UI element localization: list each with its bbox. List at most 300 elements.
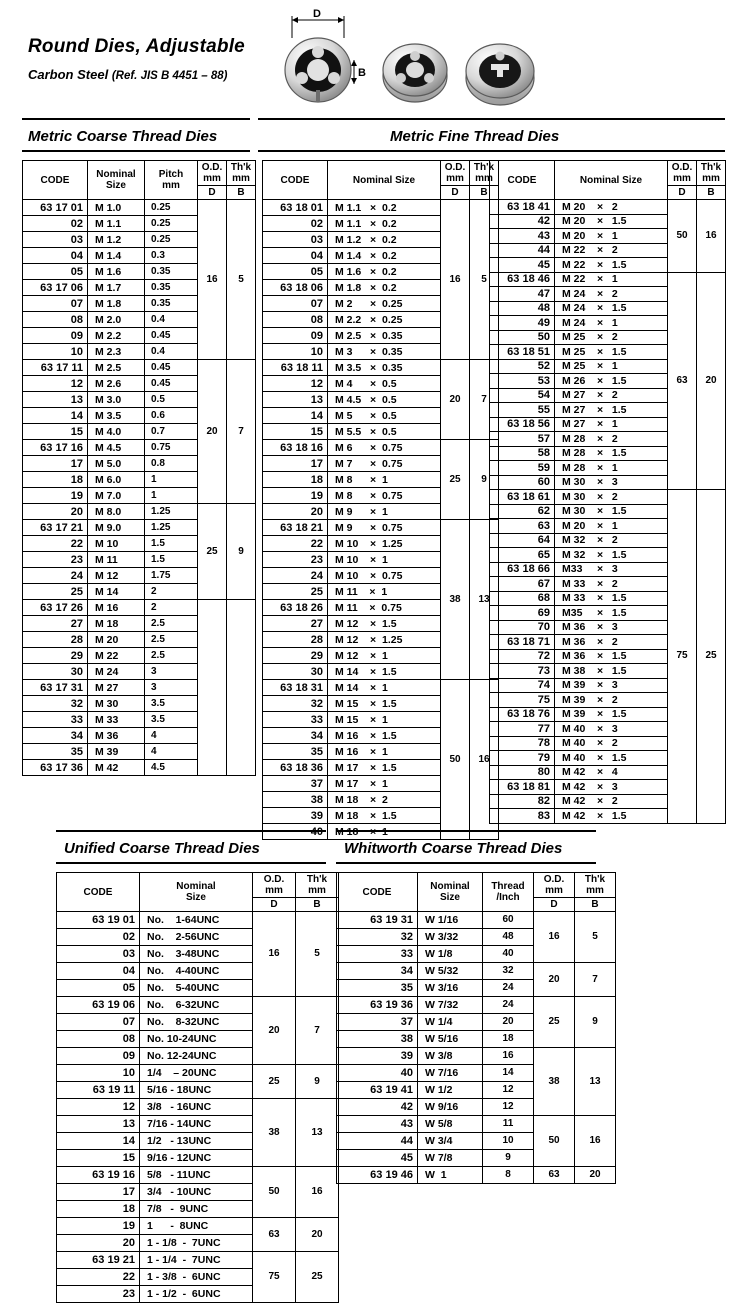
cell-nominal-size: W 1/8: [418, 946, 483, 963]
header-d: D: [668, 186, 697, 200]
cell-pitch: 0.35: [145, 264, 198, 280]
table-row[interactable]: [337, 1167, 616, 1184]
cell-code: 23: [23, 552, 88, 568]
cell-thk: 9: [470, 440, 499, 520]
cell-code: 18: [263, 472, 328, 488]
cell-nominal-size: M 4.5: [88, 440, 145, 456]
cell-nominal-size: 5/16 - 18UNC: [140, 1082, 253, 1099]
cell-nominal-size: M 38 × 1.5: [555, 664, 668, 679]
cell-code: 63 19 31: [337, 912, 418, 929]
rule-metric-fine-bottom: [258, 150, 725, 152]
cell-thread: 16: [483, 1048, 534, 1065]
cell-thk: 7: [227, 360, 256, 504]
header-od: O.D. mm: [253, 873, 296, 898]
table-row[interactable]: [57, 1218, 339, 1235]
cell-code: 09: [23, 328, 88, 344]
cell-od: 20: [253, 997, 296, 1065]
cell-code: 59: [490, 461, 555, 476]
cell-code: 17: [23, 456, 88, 472]
cell-nominal-size: No. 12-24UNC: [140, 1048, 253, 1065]
cell-code: 20: [57, 1235, 140, 1252]
header-b: B: [470, 186, 499, 200]
cell-nominal-size: W 1/2: [418, 1082, 483, 1099]
table-metric-fine-right: [489, 160, 726, 824]
cell-nominal-size: 7/8 - 9UNC: [140, 1201, 253, 1218]
cell-nominal-size: M 28 × 1: [555, 461, 668, 476]
cell-nominal-size: M 1.7: [88, 280, 145, 296]
cell-thk: 25: [697, 490, 726, 824]
cell-od: 25: [198, 504, 227, 600]
table-row[interactable]: [263, 200, 499, 216]
standard-reference: (Ref. JIS B 4451 – 88): [111, 70, 228, 82]
cell-nominal-size: M 16: [88, 600, 145, 616]
header-od: O.D. mm: [534, 873, 575, 898]
cell-code: 83: [490, 809, 555, 824]
cell-nominal-size: 3/4 - 10UNC: [140, 1184, 253, 1201]
cell-code: 60: [490, 475, 555, 490]
cell-nominal-size: M 6 × 0.75: [328, 440, 441, 456]
cell-code: 20: [23, 504, 88, 520]
cell-od: 63: [534, 1167, 575, 1184]
cell-code: 54: [490, 388, 555, 403]
cell-code: 22: [23, 536, 88, 552]
cell-nominal-size: No. 8-32UNC: [140, 1014, 253, 1031]
cell-code: 03: [57, 946, 140, 963]
cell-code: 82: [490, 794, 555, 809]
cell-code: 63 18 81: [490, 780, 555, 795]
cell-nominal-size: No. 1-64UNC: [140, 912, 253, 929]
cell-nominal-size: No. 4-40UNC: [140, 963, 253, 980]
cell-thk: 5: [470, 200, 499, 360]
cell-code: 48: [490, 301, 555, 316]
table-row[interactable]: [337, 912, 616, 929]
cell-thk: 16: [296, 1167, 339, 1218]
table-row[interactable]: [23, 200, 256, 216]
cell-code: 04: [263, 248, 328, 264]
cell-nominal-size: M33 × 3: [555, 562, 668, 577]
cell-nominal-size: M 5.5 × 0.5: [328, 424, 441, 440]
cell-code: 02: [23, 216, 88, 232]
cell-nominal-size: M 24 × 2: [555, 287, 668, 302]
cell-nominal-size: M 36 × 2: [555, 635, 668, 650]
cell-code: 34: [23, 728, 88, 744]
cell-thk: 16: [470, 680, 499, 840]
cell-code: 63 17 01: [23, 200, 88, 216]
cell-pitch: 2: [145, 600, 198, 616]
cell-pitch: 0.4: [145, 344, 198, 360]
cell-nominal-size: W 7/32: [418, 997, 483, 1014]
cell-nominal-size: W 5/32: [418, 963, 483, 980]
cell-pitch: 0.5: [145, 392, 198, 408]
cell-nominal-size: 1 - 8UNC: [140, 1218, 253, 1235]
cell-nominal-size: M 1.6 × 0.2: [328, 264, 441, 280]
cell-nominal-size: 7/16 - 14UNC: [140, 1116, 253, 1133]
cell-nominal-size: M 27: [88, 680, 145, 696]
table-row[interactable]: [337, 1048, 616, 1065]
cell-pitch: 0.3: [145, 248, 198, 264]
cell-nominal-size: M 2.3: [88, 344, 145, 360]
cell-code: 63 17 16: [23, 440, 88, 456]
cell-nominal-size: M 12 × 1.25: [328, 632, 441, 648]
cell-nominal-size: M 20 × 2: [555, 200, 668, 215]
cell-code: 79: [490, 751, 555, 766]
cell-pitch: 0.45: [145, 360, 198, 376]
cell-code: 44: [490, 243, 555, 258]
cell-nominal-size: M 3.5 × 0.35: [328, 360, 441, 376]
table-row[interactable]: [263, 520, 499, 536]
header-thk: Th'k mm: [697, 161, 726, 186]
header-b: B: [296, 898, 339, 912]
cell-nominal-size: M 5.0: [88, 456, 145, 472]
cell-code: 10: [263, 344, 328, 360]
cell-code: 07: [263, 296, 328, 312]
header-b: B: [575, 898, 616, 912]
cell-code: 69: [490, 606, 555, 621]
cell-pitch: 3: [145, 680, 198, 696]
cell-thread: 9: [483, 1150, 534, 1167]
cell-code: 14: [23, 408, 88, 424]
cell-nominal-size: M 4.5 × 0.5: [328, 392, 441, 408]
table-metric-fine-left-wrap: [262, 160, 499, 840]
cell-code: 05: [23, 264, 88, 280]
cell-thk: 5: [296, 912, 339, 997]
cell-code: 38: [337, 1031, 418, 1048]
cell-code: 49: [490, 316, 555, 331]
cell-nominal-size: M 2.0: [88, 312, 145, 328]
cell-nominal-size: M35 × 1.5: [555, 606, 668, 621]
cell-thk: 16: [575, 1116, 616, 1167]
cell-code: 05: [263, 264, 328, 280]
cell-nominal-size: M 39 × 1.5: [555, 707, 668, 722]
cell-pitch: 0.6: [145, 408, 198, 424]
table-row[interactable]: [57, 1099, 339, 1116]
cell-od: 16: [253, 912, 296, 997]
cell-nominal-size: No. 3-48UNC: [140, 946, 253, 963]
cell-nominal-size: M 24: [88, 664, 145, 680]
cell-code: 43: [337, 1116, 418, 1133]
header-d: D: [441, 186, 470, 200]
page-header: [28, 36, 245, 82]
cell-nominal-size: M 1.4: [88, 248, 145, 264]
cell-nominal-size: M 11 × 1: [328, 584, 441, 600]
cell-code: 63 18 76: [490, 707, 555, 722]
cell-nominal-size: M 39 × 3: [555, 678, 668, 693]
cell-nominal-size: M 25 × 1: [555, 359, 668, 374]
cell-code: 78: [490, 736, 555, 751]
cell-thk: 20: [296, 1218, 339, 1252]
cell-nominal-size: M 2.6: [88, 376, 145, 392]
cell-code: 17: [263, 456, 328, 472]
table-whitworth-coarse: [336, 872, 616, 1184]
table-row[interactable]: [337, 963, 616, 980]
cell-code: 57: [490, 432, 555, 447]
cell-code: 40: [263, 824, 328, 840]
cell-code: 63 18 11: [263, 360, 328, 376]
cell-code: 33: [263, 712, 328, 728]
cell-code: 63 18 31: [263, 680, 328, 696]
cell-nominal-size: W 3/16: [418, 980, 483, 997]
cell-code: 63 17 26: [23, 600, 88, 616]
cell-nominal-size: M 30 × 1.5: [555, 504, 668, 519]
cell-nominal-size: M 36 × 3: [555, 620, 668, 635]
cell-code: 75: [490, 693, 555, 708]
table-row[interactable]: [490, 490, 726, 505]
cell-thread: 24: [483, 997, 534, 1014]
cell-code: 23: [57, 1286, 140, 1303]
cell-nominal-size: M 20 × 1: [555, 229, 668, 244]
cell-code: 13: [23, 392, 88, 408]
cell-code: 39: [263, 808, 328, 824]
cell-code: 67: [490, 577, 555, 592]
cell-code: 63 18 71: [490, 635, 555, 650]
cell-nominal-size: No. 2-56UNC: [140, 929, 253, 946]
cell-pitch: 1: [145, 488, 198, 504]
cell-nominal-size: M 20: [88, 632, 145, 648]
cell-od: 25: [441, 440, 470, 520]
cell-nominal-size: M 1.1 × 0.2: [328, 200, 441, 216]
table-row[interactable]: [57, 997, 339, 1014]
cell-od: 25: [253, 1065, 296, 1099]
header-thk: Th'k mm: [575, 873, 616, 898]
table-row[interactable]: [23, 360, 256, 376]
cell-nominal-size: M 4 × 0.5: [328, 376, 441, 392]
cell-code: 13: [263, 392, 328, 408]
cell-nominal-size: M 30 × 3: [555, 475, 668, 490]
header-od: O.D. mm: [668, 161, 697, 186]
cell-code: 39: [337, 1048, 418, 1065]
cell-nominal-size: M 5 × 0.5: [328, 408, 441, 424]
cell-code: 08: [263, 312, 328, 328]
cell-pitch: 2.5: [145, 616, 198, 632]
cell-code: 63 18 26: [263, 600, 328, 616]
cell-nominal-size: M 24 × 1.5: [555, 301, 668, 316]
rule-unified-bottom: [56, 862, 326, 864]
table-row[interactable]: [23, 504, 256, 520]
cell-nominal-size: M 2 × 0.25: [328, 296, 441, 312]
cell-code: 03: [23, 232, 88, 248]
cell-od: 75: [253, 1252, 296, 1303]
cell-code: 45: [337, 1150, 418, 1167]
cell-nominal-size: W 5/16: [418, 1031, 483, 1048]
cell-pitch: 0.35: [145, 280, 198, 296]
cell-nominal-size: No. 6-32UNC: [140, 997, 253, 1014]
cell-nominal-size: M 27 × 1.5: [555, 403, 668, 418]
cell-pitch: 0.4: [145, 312, 198, 328]
cell-nominal-size: M 1.2: [88, 232, 145, 248]
rule-metric-fine-top: [258, 118, 725, 120]
header-d: D: [534, 898, 575, 912]
cell-code: 45: [490, 258, 555, 273]
cell-nominal-size: M 10 × 1: [328, 552, 441, 568]
cell-pitch: 4: [145, 728, 198, 744]
cell-nominal-size: M 14 × 1: [328, 680, 441, 696]
cell-nominal-size: W 3/8: [418, 1048, 483, 1065]
cell-code: 63 19 46: [337, 1167, 418, 1184]
table-row[interactable]: [57, 1065, 339, 1082]
table-row[interactable]: [57, 1167, 339, 1184]
table-row[interactable]: [263, 360, 499, 376]
cell-code: 34: [263, 728, 328, 744]
cell-pitch: 2: [145, 584, 198, 600]
cell-code: 25: [263, 584, 328, 600]
cell-code: 50: [490, 330, 555, 345]
cell-nominal-size: M 11: [88, 552, 145, 568]
cell-code: 37: [337, 1014, 418, 1031]
cell-code: 19: [23, 488, 88, 504]
cell-nominal-size: M 1.8: [88, 296, 145, 312]
cell-nominal-size: M 39 × 2: [555, 693, 668, 708]
cell-code: 32: [23, 696, 88, 712]
cell-code: 63 17 31: [23, 680, 88, 696]
cell-code: 02: [263, 216, 328, 232]
header-nominal-size: Nominal Size: [555, 161, 668, 200]
cell-code: 53: [490, 374, 555, 389]
cell-code: 28: [263, 632, 328, 648]
cell-code: 28: [23, 632, 88, 648]
table-unified-coarse: [56, 872, 339, 1303]
header-code: CODE: [57, 873, 140, 912]
cell-nominal-size: M 12: [88, 568, 145, 584]
table-row[interactable]: [23, 600, 256, 616]
cell-nominal-size: M 42 × 2: [555, 794, 668, 809]
cell-code: 20: [263, 504, 328, 520]
cell-nominal-size: M 33: [88, 712, 145, 728]
cell-code: 63 18 56: [490, 417, 555, 432]
cell-code: 74: [490, 678, 555, 693]
cell-nominal-size: M 24 × 1: [555, 316, 668, 331]
cell-code: 04: [23, 248, 88, 264]
cell-code: 12: [57, 1099, 140, 1116]
cell-nominal-size: M 40 × 3: [555, 722, 668, 737]
cell-code: 63 18 66: [490, 562, 555, 577]
cell-code: 29: [263, 648, 328, 664]
cell-code: 17: [57, 1184, 140, 1201]
cell-code: 35: [23, 744, 88, 760]
header-b: B: [227, 186, 256, 200]
cell-code: 14: [263, 408, 328, 424]
cell-code: 35: [337, 980, 418, 997]
cell-nominal-size: M 22 × 1.5: [555, 258, 668, 273]
cell-nominal-size: 3/8 - 16UNC: [140, 1099, 253, 1116]
table-row[interactable]: [490, 200, 726, 215]
cell-code: 80: [490, 765, 555, 780]
cell-od: 20: [198, 360, 227, 504]
cell-nominal-size: W 1: [418, 1167, 483, 1184]
cell-code: 65: [490, 548, 555, 563]
cell-nominal-size: M 15 × 1.5: [328, 696, 441, 712]
table-metric-fine-right-wrap: [489, 160, 726, 824]
cell-thk: 9: [227, 504, 256, 600]
cell-code: 10: [23, 344, 88, 360]
cell-nominal-size: M 36: [88, 728, 145, 744]
cell-code: 07: [57, 1014, 140, 1031]
cell-pitch: 0.8: [145, 456, 198, 472]
cell-code: 15: [263, 424, 328, 440]
cell-nominal-size: W 1/4: [418, 1014, 483, 1031]
cell-code: 09: [57, 1048, 140, 1065]
table-row[interactable]: [57, 1252, 339, 1269]
cell-nominal-size: M 1.1 × 0.2: [328, 216, 441, 232]
cell-thk: 16: [697, 200, 726, 273]
cell-nominal-size: M 14 × 1.5: [328, 664, 441, 680]
cell-pitch: 1.5: [145, 552, 198, 568]
cell-code: 38: [263, 792, 328, 808]
dim-d-label: D: [313, 8, 321, 20]
cell-code: 10: [57, 1065, 140, 1082]
cell-nominal-size: M 12 × 1: [328, 648, 441, 664]
cell-code: 27: [23, 616, 88, 632]
cell-pitch: 3: [145, 664, 198, 680]
cell-thk: 7: [575, 963, 616, 997]
header-nominal-size: Nominal Size: [140, 873, 253, 912]
cell-nominal-size: M 20 × 1: [555, 519, 668, 534]
cell-nominal-size: M 3 × 0.35: [328, 344, 441, 360]
table-row[interactable]: [263, 440, 499, 456]
cell-nominal-size: 1 - 3/8 - 6UNC: [140, 1269, 253, 1286]
page-subtitle: [28, 67, 245, 82]
table-row[interactable]: [57, 912, 339, 929]
cell-code: 63 19 06: [57, 997, 140, 1014]
header-od: O.D. mm: [198, 161, 227, 186]
cell-thread: 48: [483, 929, 534, 946]
cell-nominal-size: M 22 × 2: [555, 243, 668, 258]
cell-code: 63 18 46: [490, 272, 555, 287]
table-metric-coarse-wrap: [22, 160, 256, 776]
cell-nominal-size: M 1.4 × 0.2: [328, 248, 441, 264]
cell-nominal-size: M 2.5 × 0.35: [328, 328, 441, 344]
cell-nominal-size: M 25 × 2: [555, 330, 668, 345]
header-thk: Th'k mm: [227, 161, 256, 186]
cell-nominal-size: M 8.0: [88, 504, 145, 520]
header-thread-per-inch: Thread /Inch: [483, 873, 534, 912]
cell-code: 34: [337, 963, 418, 980]
table-row[interactable]: [490, 272, 726, 287]
cell-thk: 7: [296, 997, 339, 1065]
cell-pitch: 0.35: [145, 296, 198, 312]
cell-nominal-size: M 18 × 1.5: [328, 808, 441, 824]
cell-code: 63 17 36: [23, 760, 88, 776]
cell-nominal-size: W 5/8: [418, 1116, 483, 1133]
table-row[interactable]: [263, 680, 499, 696]
cell-thk: 9: [575, 997, 616, 1048]
cell-thk: 20: [575, 1167, 616, 1184]
table-row[interactable]: [337, 1116, 616, 1133]
cell-thk: 25: [296, 1252, 339, 1303]
cell-nominal-size: M 22: [88, 648, 145, 664]
cell-code: 63 18 41: [490, 200, 555, 215]
rule-metric-coarse-top: [22, 118, 250, 120]
cell-code: 77: [490, 722, 555, 737]
cell-nominal-size: M 1.2 × 0.2: [328, 232, 441, 248]
cell-code: 04: [57, 963, 140, 980]
cell-nominal-size: M 3.5: [88, 408, 145, 424]
cell-od: 38: [534, 1048, 575, 1116]
cell-code: 44: [337, 1133, 418, 1150]
cell-thread: 60: [483, 912, 534, 929]
cell-nominal-size: M 12 × 1.5: [328, 616, 441, 632]
cell-nominal-size: M 3.0: [88, 392, 145, 408]
cell-od: 50: [534, 1116, 575, 1167]
header-pitch: Pitch mm: [145, 161, 198, 200]
material-label: Carbon Steel: [28, 67, 109, 82]
cell-nominal-size: M 27 × 2: [555, 388, 668, 403]
cell-nominal-size: M 40 × 2: [555, 736, 668, 751]
cell-code: 12: [23, 376, 88, 392]
cell-nominal-size: M 2.5: [88, 360, 145, 376]
table-row[interactable]: [337, 997, 616, 1014]
cell-nominal-size: M 1.8 × 0.2: [328, 280, 441, 296]
cell-nominal-size: M 39: [88, 744, 145, 760]
